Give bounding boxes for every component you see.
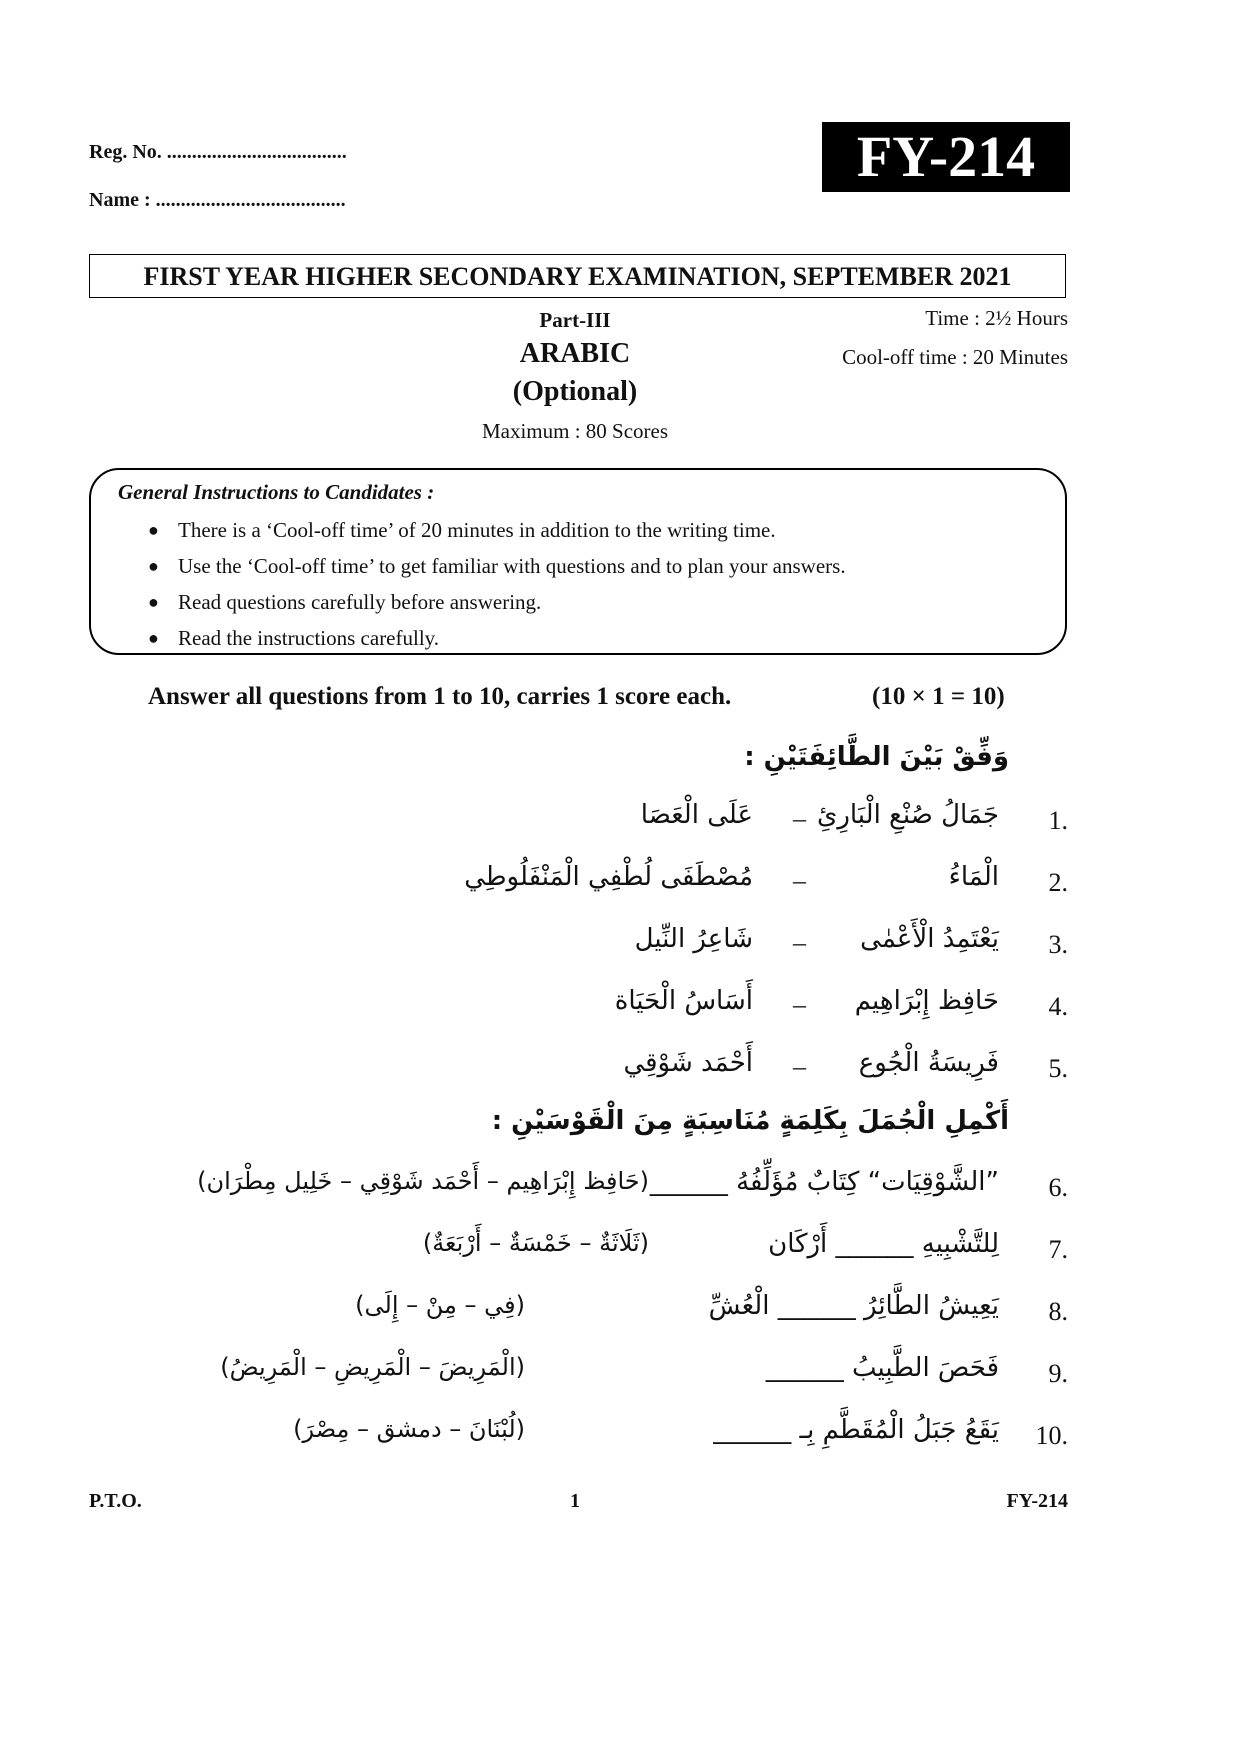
complete-options: (لُبْنَانَ – دمشق – مِصْرَ)	[293, 1415, 525, 1443]
name-field: Name : ......................................	[89, 189, 346, 211]
question-number: 2.	[1048, 868, 1068, 897]
question-number: 1.	[1048, 806, 1068, 835]
question-number: 5.	[1048, 1054, 1068, 1083]
question-number: 10.	[1035, 1421, 1068, 1450]
instructions-box	[89, 468, 1067, 655]
match-left: فَرِيسَةُ الْجُوع	[858, 1048, 999, 1078]
question-number: 9.	[1048, 1359, 1068, 1388]
bullet-icon: ●	[148, 520, 159, 540]
complete-question: فَحَصَ الطَّبِيبُ ______	[765, 1353, 999, 1383]
instructions-heading: General Instructions to Candidates :	[118, 480, 435, 504]
question-number: 7.	[1048, 1235, 1068, 1264]
maximum-score: Maximum : 80 Scores	[481, 419, 669, 443]
complete-options: (الْمَرِيضَ – الْمَرِيضِ – الْمَرِيضُ)	[220, 1353, 525, 1381]
match-dash: –	[793, 804, 806, 833]
bullet-icon: ●	[148, 556, 159, 576]
subject-optional: (Optional)	[512, 376, 638, 407]
complete-options: (حَافِظ إِبْرَاهِيم – أَحْمَد شَوْقِي – خَلِيل مِطْرَان)	[197, 1167, 649, 1195]
question-number: 6.	[1048, 1173, 1068, 1202]
match-right: عَلَى الْعَصَا	[640, 800, 753, 830]
instructions-list	[148, 516, 846, 660]
instruction-item: ● Use the ‘Cool-off time’ to get familiar with questions and to plan your answers.	[148, 554, 846, 578]
part-label: Part-III	[539, 308, 611, 332]
match-dash: –	[793, 866, 806, 895]
footer-code: FY-214	[1006, 1490, 1068, 1512]
question-number: 3.	[1048, 930, 1068, 959]
question-number: 8.	[1048, 1297, 1068, 1326]
match-right: أَحْمَد شَوْقِي	[623, 1048, 753, 1078]
section-score: (10 × 1 = 10)	[872, 683, 1005, 710]
section-heading: Answer all questions from 1 to 10, carries 1 score each.	[148, 683, 732, 710]
complete-heading: أَكْمِلِ الْجُمَلَ بِكَلِمَةٍ مُنَاسِبَةٍ مِنَ الْقَوْسَيْنِ :	[491, 1106, 1009, 1136]
bullet-icon: ●	[148, 592, 159, 612]
match-left: حَافِظ إِبْرَاهِيم	[854, 986, 999, 1016]
paper-code-badge: FY-214	[822, 122, 1070, 192]
match-left: الْمَاءُ	[948, 862, 999, 892]
match-left: يَعْتَمِدُ الْأَعْمٰى	[860, 924, 999, 954]
complete-question: يَعِيشُ الطَّائِرُ ______ الْعُشِّ	[708, 1291, 999, 1321]
complete-options: (فِي – مِنْ – إِلَى)	[355, 1291, 525, 1319]
match-dash: –	[793, 1052, 806, 1081]
complete-options: (ثَلَاثَةٌ – خَمْسَةٌ – أَرْبَعَةٌ)	[422, 1229, 649, 1257]
match-right: مُصْطَفَى لُطْفِي الْمَنْفَلُوطِي	[464, 862, 753, 892]
time-allowed: Time : 2½ Hours	[925, 306, 1068, 330]
instruction-item: ● There is a ‘Cool-off time’ of 20 minutes in addition to the writing time.	[148, 518, 776, 542]
match-right: أَسَاسُ الْحَيَاة	[614, 986, 753, 1016]
match-right: شَاعِرُ النِّيل	[634, 924, 753, 954]
instruction-item: ● Read questions carefully before answering.	[148, 590, 542, 614]
complete-question: ”الشَّوْقِيَات“ كِتَابٌ مُؤَلِّفُهُ ______	[649, 1167, 999, 1197]
match-dash: –	[793, 928, 806, 957]
instruction-item: ● Read the instructions carefully.	[148, 626, 440, 650]
page-number: 1	[570, 1490, 580, 1512]
match-dash: –	[793, 990, 806, 1019]
exam-title: FIRST YEAR HIGHER SECONDARY EXAMINATION, SEPTEMBER 2021	[89, 254, 1066, 298]
cool-off-time: Cool-off time : 20 Minutes	[842, 345, 1068, 369]
complete-question: لِلتَّشْبِيهِ ______ أَرْكَان	[768, 1229, 999, 1259]
match-heading: وَفِّقْ بَيْنَ الطَّائِفَتَيْنِ :	[744, 742, 1009, 772]
bullet-icon: ●	[148, 628, 159, 648]
subject-title: ARABIC	[519, 338, 631, 369]
question-number: 4.	[1048, 992, 1068, 1021]
complete-question: يَقَعُ جَبَلُ الْمُقَطَّمِ بِـ ______	[713, 1415, 999, 1445]
reg-no-field: Reg. No. ....................................	[89, 141, 347, 163]
footer-pto: P.T.O.	[89, 1490, 142, 1512]
match-left: جَمَالُ صُنْعِ الْبَارِئِ	[816, 800, 999, 830]
